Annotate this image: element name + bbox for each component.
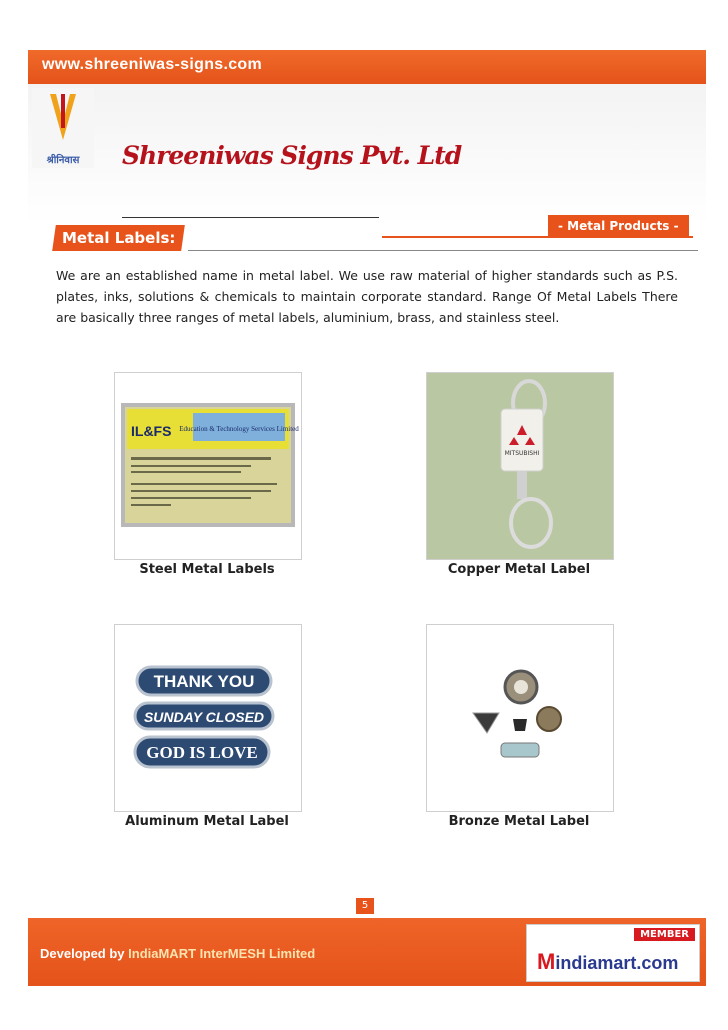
steel-label-image: [114, 372, 302, 560]
keychain-tag-text: MITSUBISHI: [504, 450, 540, 457]
indiamart-logo: Mindiamart.com: [537, 949, 679, 974]
section-heading: [48, 225, 678, 255]
website-url[interactable]: www.shreeniwas-signs.com: [42, 56, 263, 73]
logo-caption: श्रीनिवास: [46, 155, 80, 166]
bronze-label-image: [426, 624, 614, 812]
steel-label-caption: Steel Metal Labels: [139, 562, 275, 577]
company-name: Shreeniwas Signs Pvt. Ltd: [122, 141, 462, 170]
aluminum-label-image: [114, 624, 302, 812]
document-page: [28, 50, 706, 986]
developed-by-text: [40, 946, 315, 961]
thank-you-label: THANK YOU: [153, 672, 255, 691]
god-is-love-label: GOD IS LOVE: [146, 743, 258, 762]
plate-title: Education & Technology Services Limited: [179, 425, 299, 433]
developer-link[interactable]: IndiaMART InterMESH Limited: [128, 946, 316, 961]
sunday-closed-label: SUNDAY CLOSED: [143, 709, 265, 725]
logo-v-icon: [48, 90, 78, 148]
indiamart-badge[interactable]: [526, 924, 700, 982]
bronze-label-caption: Bronze Metal Label: [448, 814, 590, 829]
aluminum-label-caption: Aluminum Metal Label: [125, 814, 289, 829]
description-paragraph: We are an established name in metal label. We use raw material of higher standards such as P.S. plates, inks, solutions & chemicals to maintain corporate standard. Range Of Metal Labels There are basically three ranges of metal labels, aluminium, brass, and stainless steel.: [56, 268, 678, 325]
company-logo: [32, 88, 94, 168]
developed-by-prefix: Developed by: [40, 946, 129, 961]
footer-banner: [28, 918, 706, 986]
header-divider: [122, 217, 379, 218]
header: [28, 84, 706, 233]
section-tag: - Metal Products -: [548, 215, 689, 237]
top-banner: [28, 50, 706, 84]
member-tag: MEMBER: [634, 928, 695, 941]
copper-label-caption: Copper Metal Label: [447, 562, 591, 577]
heading-divider: [188, 250, 698, 251]
plate-brand: IL&FS: [131, 423, 172, 439]
indiamart-m-icon: M: [537, 949, 556, 974]
copper-label-image: [426, 372, 614, 560]
page-number: 5: [356, 898, 374, 914]
page-title: Metal Labels:: [52, 225, 185, 251]
